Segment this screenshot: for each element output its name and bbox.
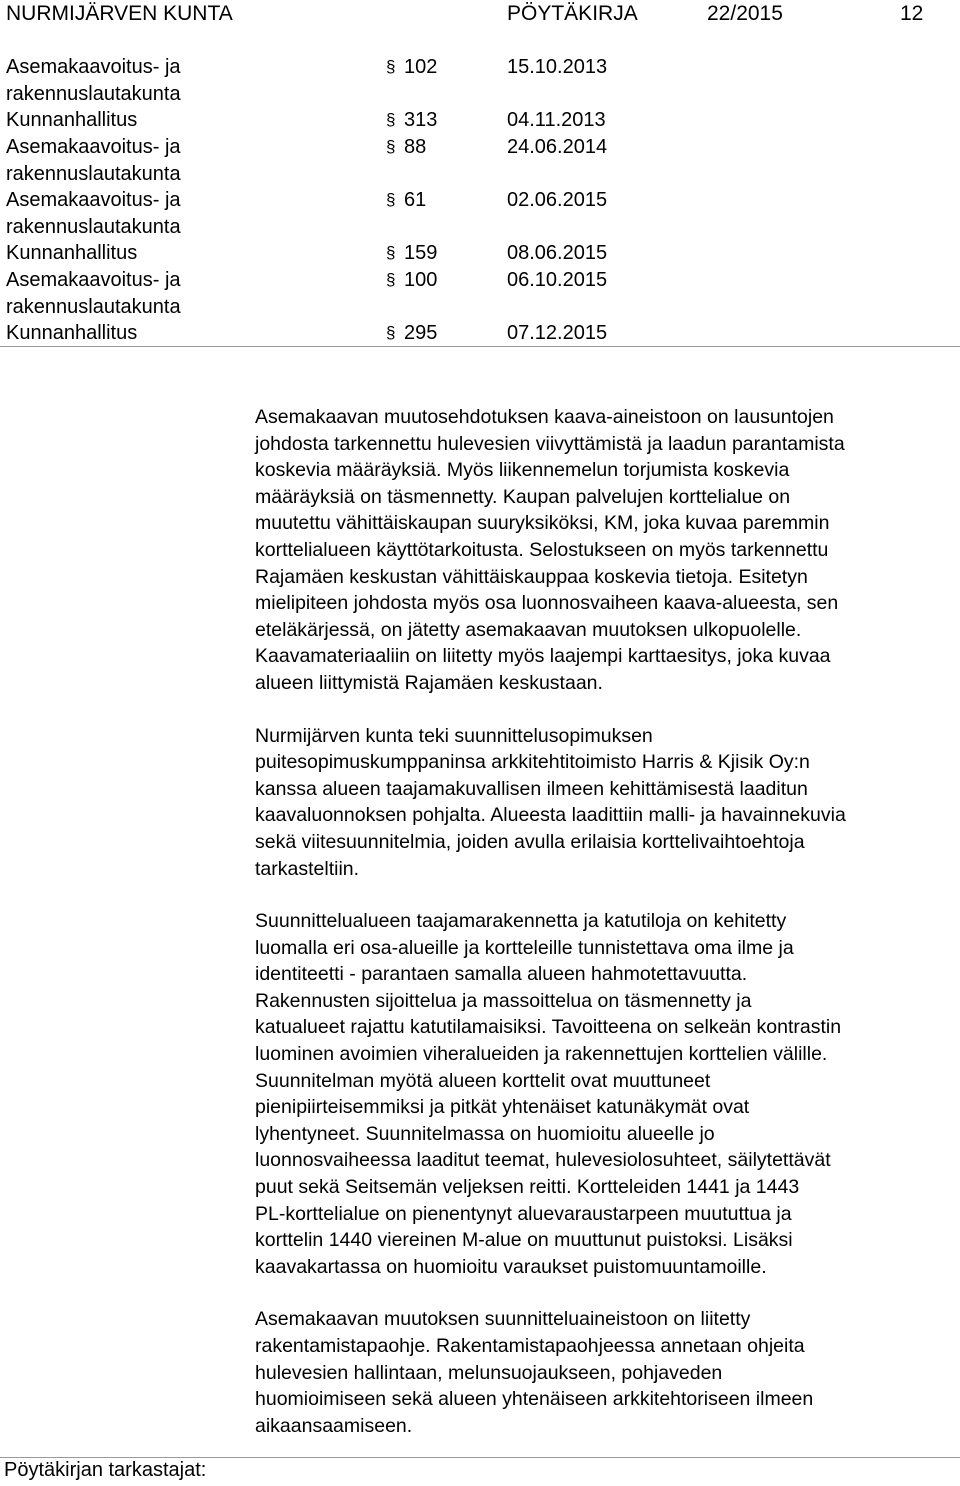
history-body: Asemakaavoitus- ja rakennuslautakunta xyxy=(6,136,181,185)
history-row xyxy=(0,134,960,187)
history-row xyxy=(0,107,960,134)
page-header xyxy=(0,0,960,28)
history-paragraph: 102 xyxy=(404,56,438,78)
footer-divider xyxy=(0,1457,960,1458)
history-body: Kunnanhallitus xyxy=(6,109,138,131)
history-paragraph: 100 xyxy=(404,269,438,291)
organization-name: NURMIJÄRVEN KUNTA xyxy=(6,2,233,25)
history-row xyxy=(0,240,960,267)
section-sign-icon: § xyxy=(386,57,396,76)
decision-history xyxy=(0,54,960,347)
history-divider xyxy=(0,346,960,347)
section-sign-icon: § xyxy=(386,323,396,342)
section-sign-icon: § xyxy=(386,137,396,156)
history-body: Kunnanhallitus xyxy=(6,322,138,344)
history-date: 06.10.2015 xyxy=(507,269,608,291)
body-paragraph: Asemakaavan muutosehdotuksen kaava-aineistoon on lausuntojen johdosta tarkennettu hulevesien viivyttämistä ja laadun parantamista koskevia määräyksiä. Myös liikennemelun torjumista koskevia määräyksiä on täsmennetty. Kaupan palvelujen korttelialue on muutettu vähittäiskaupan suuryksiköksi, KM, joka kuvaa paremmin korttelialueen käyttötarkoitusta. Selostukseen on myös tarkennettu Rajamäen keskustan vähittäiskauppaa koskevia tietoja. Esitetyn mielipiteen johdosta myös osa luonnosvaiheen kaava-alueesta, sen eteläkärjessä, on jätetty asemakaavan muutoksen ulkopuolelle. Kaavamateriaaliin on liitetty myös laajempi karttaesitys, joka kuvaa alueen liittymistä Rajamäen keskustaan. xyxy=(255,406,845,694)
history-date: 08.06.2015 xyxy=(507,242,608,264)
page-number: 12 xyxy=(900,2,924,25)
section-sign-icon: § xyxy=(386,190,396,209)
document-type: PÖYTÄKIRJA xyxy=(507,2,638,25)
history-paragraph: 295 xyxy=(404,322,438,344)
history-row xyxy=(0,187,960,240)
document-body xyxy=(255,404,960,1465)
section-sign-icon: § xyxy=(386,110,396,129)
page-footer xyxy=(0,1457,960,1486)
history-date: 07.12.2015 xyxy=(507,322,608,344)
body-paragraph: Suunnittelualueen taajamarakennetta ja katutiloja on kehitetty luomalla eri osa-alueille ja kortteleille tunnistettava oma ilme ja identiteetti - parantaen samalla alueen hahmotettavuutta. Rakennusten sijoittelua ja massoittelua on täsmennetty ja katualueet rajattu katutilamaisiksi. Tavoitteena on selkeän kontrastin luominen avoimien viheralueiden ja rakennettujen korttelien välille. Suunnitelman myötä alueen korttelit ovat muuttuneet pienipiirteisemmiksi ja pitkät yhtenäiset katunäkymät ovat lyhentyneet. Suunnitelmassa on huomioitu alueelle jo luonnosvaiheessa laaditut teemat, hulevesiolosuhteet, säilytettävät puut sekä Seitsemän veljeksen reitti. Kortteleiden 1441 ja 1443 PL-korttelialue on pienentynyt aluevaraustarpeen muututtua ja korttelin 1440 viereinen M-alue on muuttunut puistoksi. Lisäksi kaavakartassa on huomioitu varaukset puistomuuntamoille. xyxy=(255,910,842,1278)
document-number: 22/2015 xyxy=(707,2,783,25)
section-sign-icon: § xyxy=(386,270,396,289)
section-sign-icon: § xyxy=(386,243,396,262)
footer-label: Pöytäkirjan tarkastajat: xyxy=(4,1459,207,1481)
history-paragraph: 313 xyxy=(404,109,438,131)
history-date: 24.06.2014 xyxy=(507,136,608,158)
history-body: Asemakaavoitus- ja rakennuslautakunta xyxy=(6,269,181,318)
history-row xyxy=(0,54,960,107)
history-paragraph: 159 xyxy=(404,242,438,264)
history-paragraph: 88 xyxy=(404,136,427,158)
history-row xyxy=(0,320,960,347)
body-paragraph: Asemakaavan muutoksen suunnitteluaineistoon on liitetty rakentamistapaohje. Rakentamistapaohjeessa annetaan ohjeita hulevesien hallintaan, melunsuojaukseen, pohjaveden huomioimiseen sekä alueen yhtenäiseen arkkitehtoriseen ilmeen aikaansaamiseen. xyxy=(255,1308,814,1437)
history-date: 04.11.2013 xyxy=(507,109,606,131)
history-date: 15.10.2013 xyxy=(507,56,608,78)
history-row xyxy=(0,267,960,320)
history-paragraph: 61 xyxy=(404,189,427,211)
history-body: Kunnanhallitus xyxy=(6,242,138,264)
history-body: Asemakaavoitus- ja rakennuslautakunta xyxy=(6,56,181,105)
body-paragraph: Nurmijärven kunta teki suunnittelusopimuksen puitesopimuskumppaninsa arkkitehtitoimisto Harris & Kjisik Oy:n kanssa alueen taajamakuvallisen ilmeen kehittämisestä laaditun kaavaluonnoksen pohjalta. Alueesta laadittiin malli- ja havainnekuvia sekä viitesuunnitelmia, joiden avulla erilaisia korttelivaihtoehtoja tarkasteltiin. xyxy=(255,724,846,880)
history-date: 02.06.2015 xyxy=(507,189,608,211)
history-body: Asemakaavoitus- ja rakennuslautakunta xyxy=(6,189,181,238)
